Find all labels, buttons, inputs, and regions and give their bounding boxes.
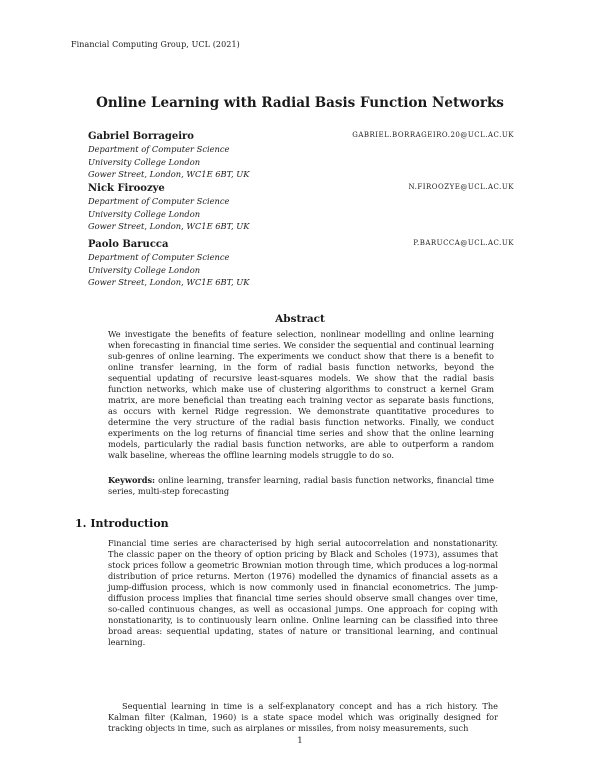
author-email: N.FIROOZYE@UCL.AC.UK	[408, 183, 514, 191]
keywords-label: Keywords:	[108, 475, 156, 485]
author-name: Nick Firoozye	[88, 183, 165, 194]
author-email: GABRIEL.BORRAGEIRO.20@UCL.AC.UK	[352, 131, 514, 139]
author-block	[88, 130, 514, 181]
author-block	[88, 238, 514, 289]
affiliation-line: Department of Computer Science	[88, 196, 230, 206]
author-email: P.BARUCCA@UCL.AC.UK	[413, 239, 514, 247]
body-paragraph: Sequential learning in time is a self-explanatory concept and has a rich history. The Kalman filter (Kalman, 1960) is a state space model which was originally designed for tracking objects in time, such as airplanes or missiles, from noisy measurements, such	[108, 701, 498, 733]
author-name: Gabriel Borrageiro	[88, 131, 194, 142]
affiliation-line: Department of Computer Science	[88, 252, 230, 262]
keywords	[108, 475, 494, 497]
affiliation-line: Gower Street, London, WC1E 6BT, UK	[88, 169, 250, 179]
affiliation-line: Department of Computer Science	[88, 144, 230, 154]
abstract-heading: Abstract	[275, 313, 325, 325]
affiliation-line: University College London	[88, 156, 201, 167]
author-block	[88, 182, 514, 233]
page-number: 1	[297, 736, 303, 746]
keywords-text: online learning, transfer learning, radial basis function networks, financial time series, multi-step forecasting	[108, 475, 494, 496]
section-heading: 1. Introduction	[75, 517, 169, 530]
running-header: Financial Computing Group, UCL (2021)	[71, 40, 240, 49]
affiliation-line: University College London	[88, 264, 201, 275]
affiliation-line: University College London	[88, 208, 201, 219]
affiliation-line: Gower Street, London, WC1E 6BT, UK	[88, 277, 250, 287]
body-paragraph: Financial time series are characterised by high serial autocorrelation and nonstationarity. The classic paper on the theory of option pricing by Black and Scholes (1973), assumes that stock prices follow a geometric Brownian motion through time, which produces a log-normal distribution of price returns. Merton (1976) modelled the dynamics of financial assets as a jump-diffusion process, which is now commonly used in financial econometrics. The jump-diffusion process implies that financial time series should observe small changes over time, so-called continuous changes, as well as occasional jumps. One approach for coping with nonstationarity, is to continuously learn online. Online learning can be classified into three broad areas: sequential updating, states of nature or transitional learning, and continual learning.	[108, 538, 498, 647]
affiliation-line: Gower Street, London, WC1E 6BT, UK	[88, 221, 250, 231]
paper-title: Online Learning with Radial Basis Function Networks	[96, 95, 504, 111]
author-name: Paolo Barucca	[88, 239, 169, 250]
abstract-text: We investigate the benefits of feature selection, nonlinear modelling and online learning when forecasting in financial time series. We consider the sequential and continual learning sub-genres of online learning. The experiments we conduct show that there is a benefit to online transfer learning, in the form of radial basis function networks, beyond the sequential updating of recursive least-squares models. We show that the radial basis function networks, which make use of clustering algorithms to construct a kernel Gram matrix, are more beneficial than treating each training vector as separate basis functions, as occurs with kernel Ridge regression. We demonstrate quantitative procedures to determine the very structure of the radial basis function networks. Finally, we conduct experiments on the log returns of financial time series and show that the online learning models, particularly the radial basis function networks, are able to outperform a random walk baseline, whereas the offline learning models struggle to do so.	[108, 329, 494, 460]
